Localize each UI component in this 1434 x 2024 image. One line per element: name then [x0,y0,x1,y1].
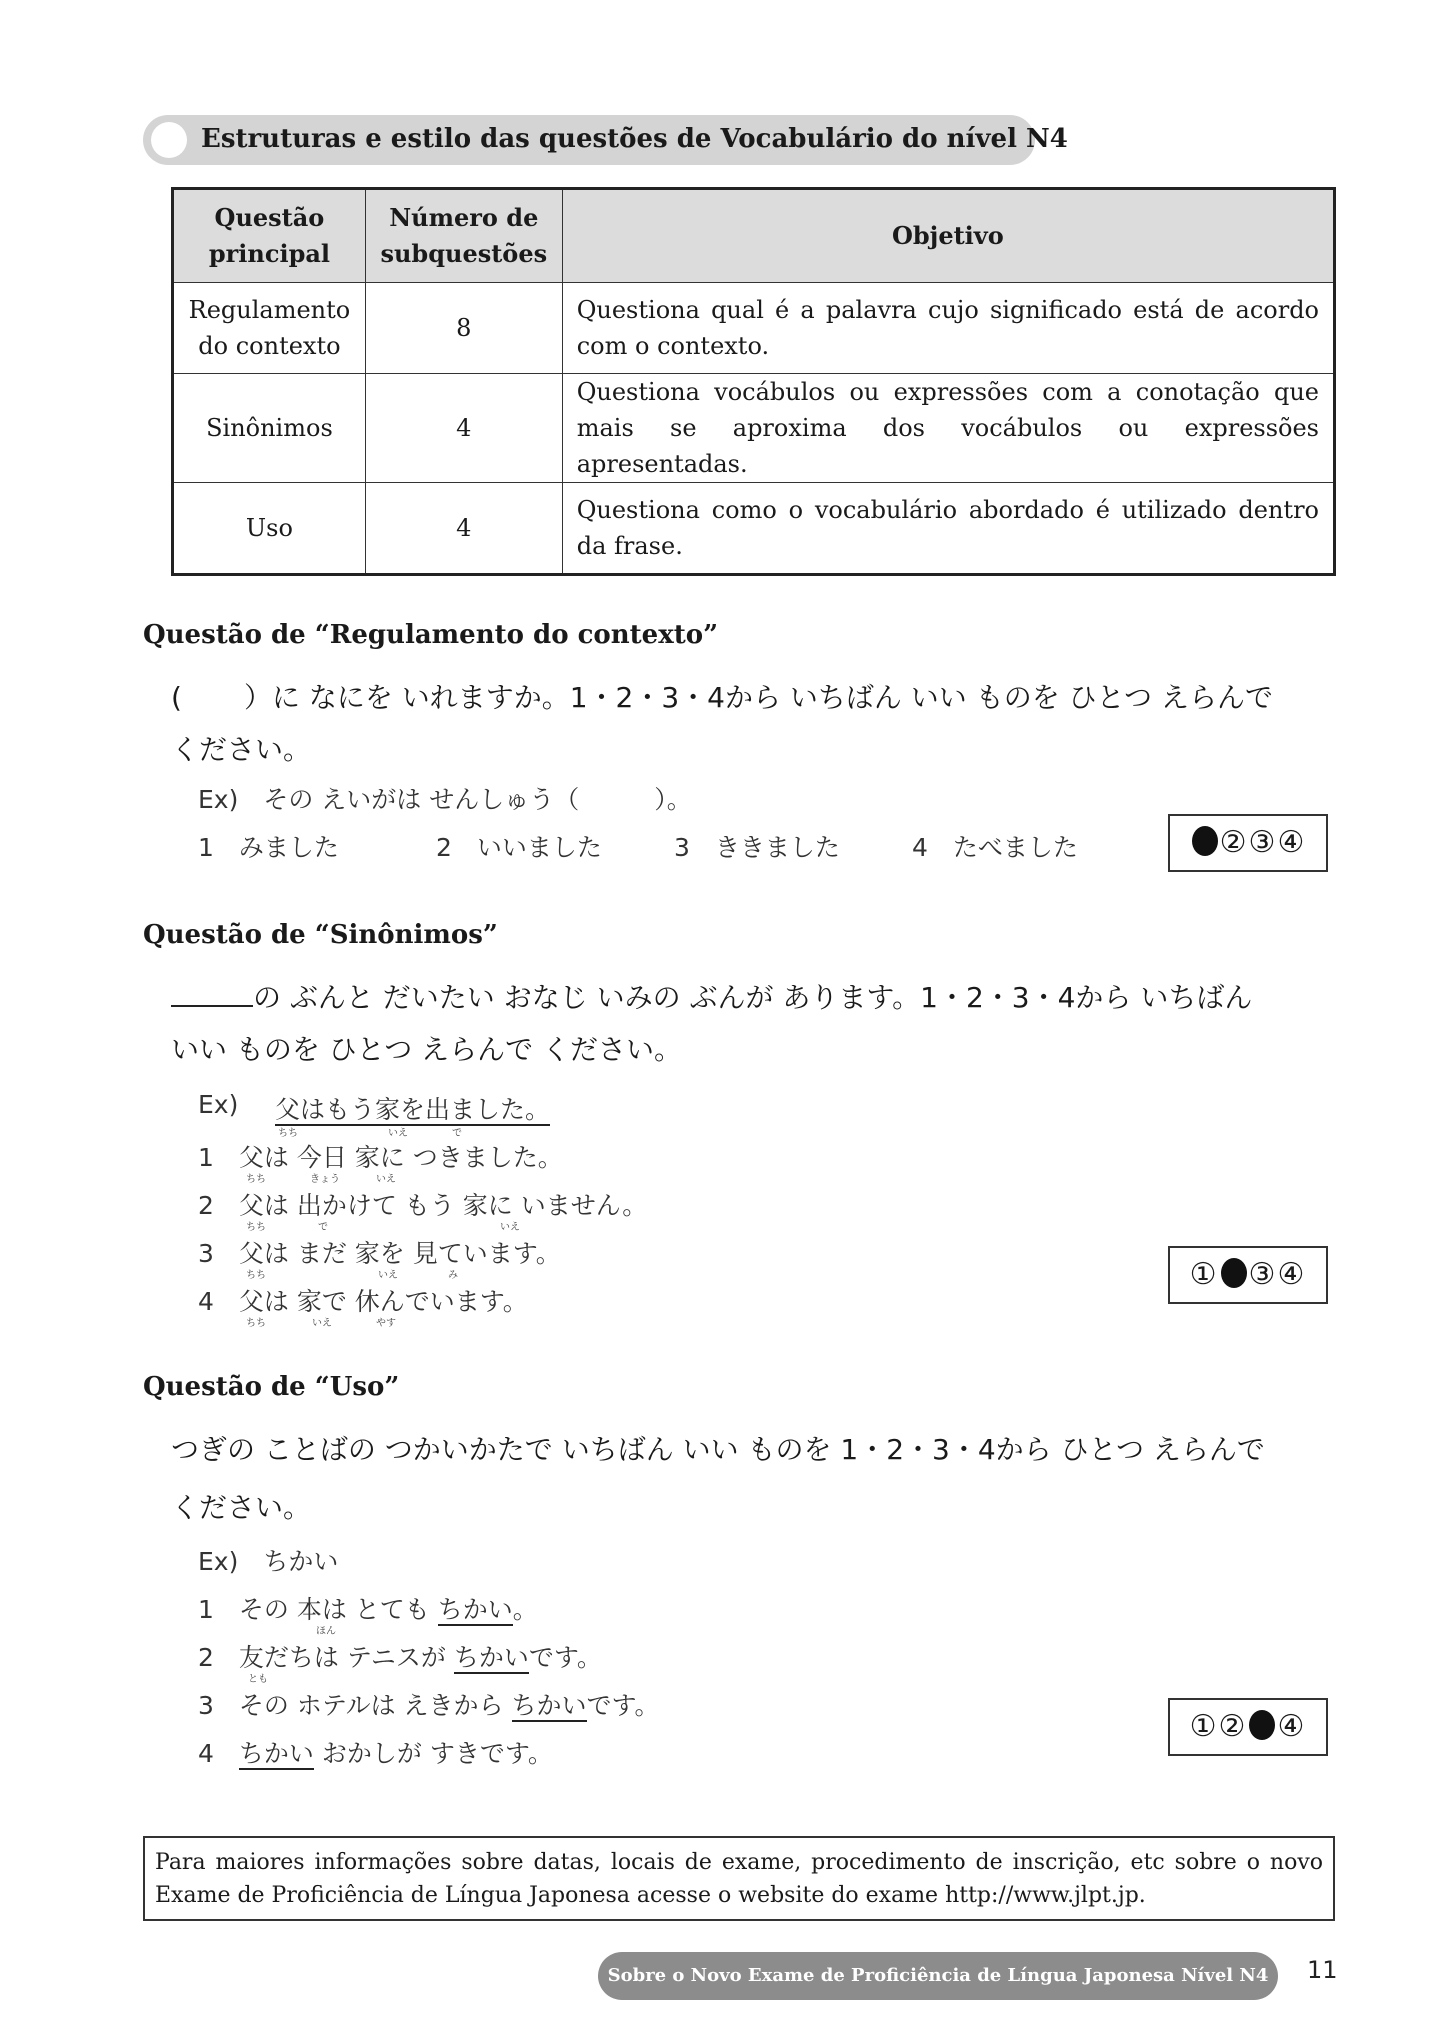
table-header: Objetivo [562,189,1334,283]
bullet-circle-icon [151,122,187,158]
answer-option: 3 ききました [674,833,840,862]
underlined-text: ちかい [437,1595,513,1624]
option-text: 1 その 本は とても [198,1595,438,1624]
answer-option [198,1734,553,1770]
furigana: やす [376,1318,396,1329]
furigana: いえ [312,1318,332,1329]
table-cell: 4 [365,483,562,575]
example-sentence [275,1090,550,1126]
table-cell: 4 [365,374,562,483]
underlined-text: ちかい [453,1643,529,1672]
table-header-row [173,189,1335,283]
example-sentence: Ex) その えいがは せんしゅう（ ）。 [198,785,692,814]
answer-option: 2 父は 出かけて もう 家に いません。 [198,1191,648,1220]
answer-bubble: ④ [1277,1257,1307,1292]
furigana: で [452,1128,462,1139]
answer-option [198,1590,538,1626]
table-cell: Sinônimos [173,374,366,483]
filled-answer-icon [1221,1258,1247,1288]
option-text: です。 [586,1691,660,1720]
answer-option: 4 たべました [912,833,1078,862]
answer-option: 1 父は 今日 家に つきました。 [198,1143,563,1172]
answer-option: 1 みました [198,833,339,862]
furigana: み [448,1270,458,1281]
page-number: 11 [1307,1956,1338,1984]
table-row [173,283,1335,374]
furigana: きょう [310,1174,340,1185]
example-sentence: Ex) ちかい [198,1547,339,1576]
furigana: いえ [376,1174,396,1185]
option-text: 2 友だちは テニスが [198,1643,454,1672]
answer-bubble: ③ [1248,825,1278,860]
furigana: ほん [316,1626,336,1637]
question-title: Questão de “Regulamento do contexto” [143,620,719,650]
option-text: です。 [528,1643,602,1672]
blank-line [171,979,253,1007]
table-cell: Questiona como o vocabulário abordado é utilizado dentro da frase. [562,483,1334,575]
answer-bubble: ① [1189,1709,1219,1744]
furigana: ちち [278,1128,298,1139]
answer-option: 3 父は まだ 家を 見ています。 [198,1239,561,1268]
option-text: 。 [512,1595,538,1624]
answer-sheet [1168,1246,1328,1304]
answer-bubble: ② [1219,825,1249,860]
furigana: とも [248,1674,268,1685]
furigana: ちち [246,1174,266,1185]
question-title: Questão de “Sinônimos” [143,920,498,950]
footer-title: Sobre o Novo Exame de Proficiência de Língua Japonesa Nível N4 [598,1952,1278,2000]
question-title: Questão de “Uso” [143,1372,400,1402]
table-cell: Regulamento do contexto [173,283,366,374]
filled-answer-icon [1192,826,1218,856]
furigana: で [318,1222,328,1233]
table-cell: Uso [173,483,366,575]
answer-option: 2 いいました [436,833,602,862]
furigana: ちち [246,1318,266,1329]
filled-answer-icon [1249,1710,1275,1740]
instruction-text: ください。 [171,733,312,766]
option-text: 4 [198,1739,239,1768]
furigana: ちち [246,1270,266,1281]
table-header: Questão principal [173,189,366,283]
underlined-text: ちかい [238,1739,314,1768]
answer-sheet [1168,814,1328,872]
underlined-text: ちかい [511,1691,587,1720]
section-title: Estruturas e estilo das questões de Vocabulário do nível N4 [201,124,1068,154]
instruction-line: の ぶんと だいたい おなじ いみの ぶんが あります。1・2・3・4から いちばん [253,981,1253,1014]
answer-option [198,1638,602,1674]
table-cell: 8 [365,283,562,374]
instruction-text: ください。 [171,1491,312,1524]
table-row [173,483,1335,575]
instruction-text [171,976,1252,1016]
answer-bubble: ④ [1277,1709,1307,1744]
table-cell: Questiona vocábulos ou expressões com a conotação que mais se aproxima dos vocábulos ou expressões apresentadas. [562,374,1334,483]
table-header: Número de subquestões [365,189,562,283]
info-box: Para maiores informações sobre datas, locais de exame, procedimento de inscrição, etc sobre o novo Exame de Proficiência de Língua Japonesa acesse o website do exame http://www.jlpt.jp. [143,1836,1335,1921]
instruction-line: ）に なにを いれますか。1・2・3・4から いちばん いい ものを ひとつ えらんで [243,681,1273,714]
answer-bubble: ③ [1248,1257,1278,1292]
answer-bubble: ④ [1277,825,1307,860]
instruction-text: いい ものを ひとつ えらんで ください。 [171,1033,683,1066]
section-header [143,115,1068,165]
instruction-paren: ( [171,681,182,714]
answer-sheet [1168,1698,1328,1756]
table-cell: Questiona qual é a palavra cujo significado está de acordo com o contexto. [562,283,1334,374]
furigana: ちち [246,1222,266,1233]
underlined-text: 父はもう家を出ました。 [275,1095,551,1124]
answer-option [198,1686,660,1722]
example-label: Ex) [198,1090,239,1119]
instruction-text [171,676,1273,716]
answer-option: 4 父は 家で 休んでいます。 [198,1287,528,1316]
answer-bubble: ① [1189,1257,1219,1292]
table-row [173,374,1335,483]
vocabulary-structure-table [171,187,1336,576]
furigana: いえ [388,1128,408,1139]
option-text: 3 その ホテルは えきから [198,1691,512,1720]
furigana: いえ [500,1222,520,1233]
option-text: おかしが すきです。 [313,1739,553,1768]
furigana: いえ [378,1270,398,1281]
answer-bubble: ② [1218,1709,1248,1744]
instruction-text: つぎの ことばの つかいかたで いちばん いい ものを 1・2・3・4から ひとつ えらんで [171,1433,1265,1466]
